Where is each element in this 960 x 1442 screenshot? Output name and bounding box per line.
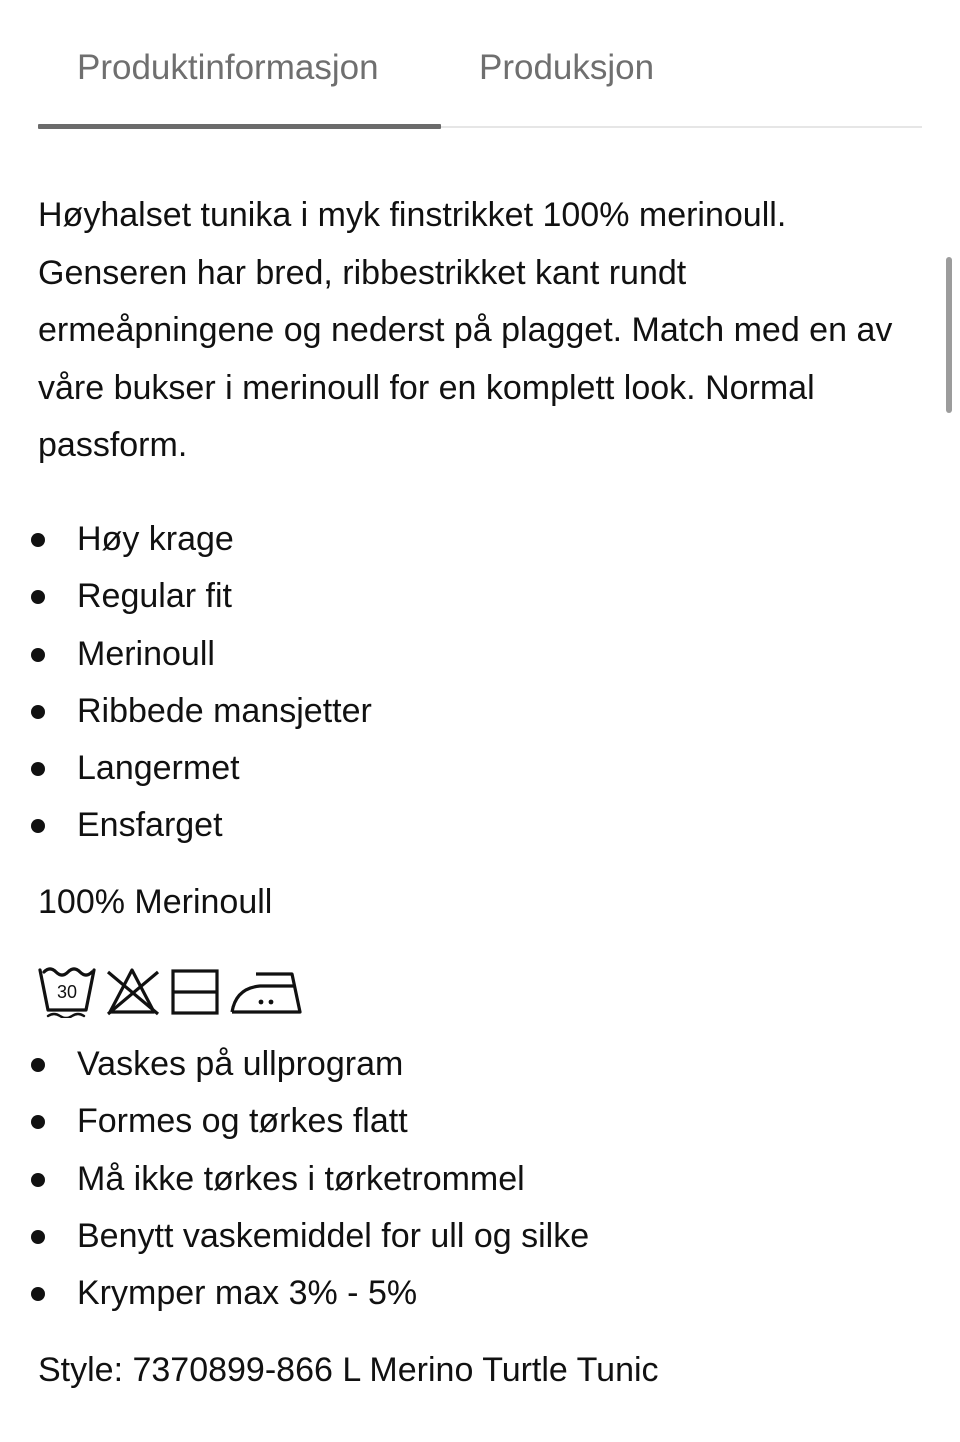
care-label: Formes og tørkes flatt [77,1102,408,1141]
list-item [0,740,920,797]
no-tumble-dry-icon [108,970,158,1014]
care-label: Benytt vaskemiddel for ull og silke [77,1216,590,1255]
active-tab-indicator [38,124,441,129]
material-text: 100% Merinoull [38,883,273,921]
feature-label: Merinoull [77,634,215,673]
bullet-icon [31,648,45,662]
list-item [0,511,920,568]
bullet-icon [31,1058,45,1072]
feature-label: Langermet [77,749,240,788]
feature-label: Ensfarget [77,806,223,845]
care-label: Krymper max 3% - 5% [77,1274,418,1313]
care-label: Må ikke tørkes i tørketrommel [77,1159,525,1198]
style-number: Style: 7370899-866 L Merino Turtle Tunic [38,1351,659,1389]
care-symbols-graphic [38,964,308,1018]
bullet-icon [31,762,45,776]
product-tabs [38,0,922,128]
feature-label: Ribbede mansjetter [77,691,372,730]
care-label: Vaskes på ullprogram [77,1045,404,1083]
list-item [0,568,920,625]
bullet-icon [31,1115,45,1129]
tab-production[interactable]: Produksjon [479,48,655,87]
feature-label: Høy krage [77,520,234,558]
bullet-icon [31,1230,45,1244]
list-item [0,683,920,740]
dry-flat-icon [173,971,217,1013]
list-item [0,797,920,854]
bullet-icon [31,1173,45,1187]
list-item [0,1265,920,1322]
bullet-icon [31,1287,45,1301]
tab-product-info[interactable]: Produktinformasjon [77,48,379,87]
product-description: Høyhalset tunika i myk finstrikket 100% merinoull. Genseren har bred, ribbestrikket kant rundt ermeåpningene og nederst på plagget. Match med en av våre bukser i merinoull for en komplett look. Normal passform. [38,196,893,464]
bullet-icon [31,590,45,604]
iron-medium-icon [232,974,300,1012]
list-item [0,1151,920,1208]
wash-temperature-label: 30 [56,982,78,1002]
bullet-icon [31,533,45,547]
list-item [0,626,920,683]
bullet-icon [31,705,45,719]
care-symbols [38,964,308,1018]
wash-30-wool-icon [40,969,94,1018]
list-item [0,1036,920,1093]
list-item [0,1093,920,1150]
scrollbar-thumb[interactable] [946,257,952,413]
feature-label: Regular fit [77,577,232,616]
feature-list [0,511,920,855]
list-item [0,1208,920,1265]
care-instructions-list [0,1036,920,1322]
bullet-icon [31,819,45,833]
